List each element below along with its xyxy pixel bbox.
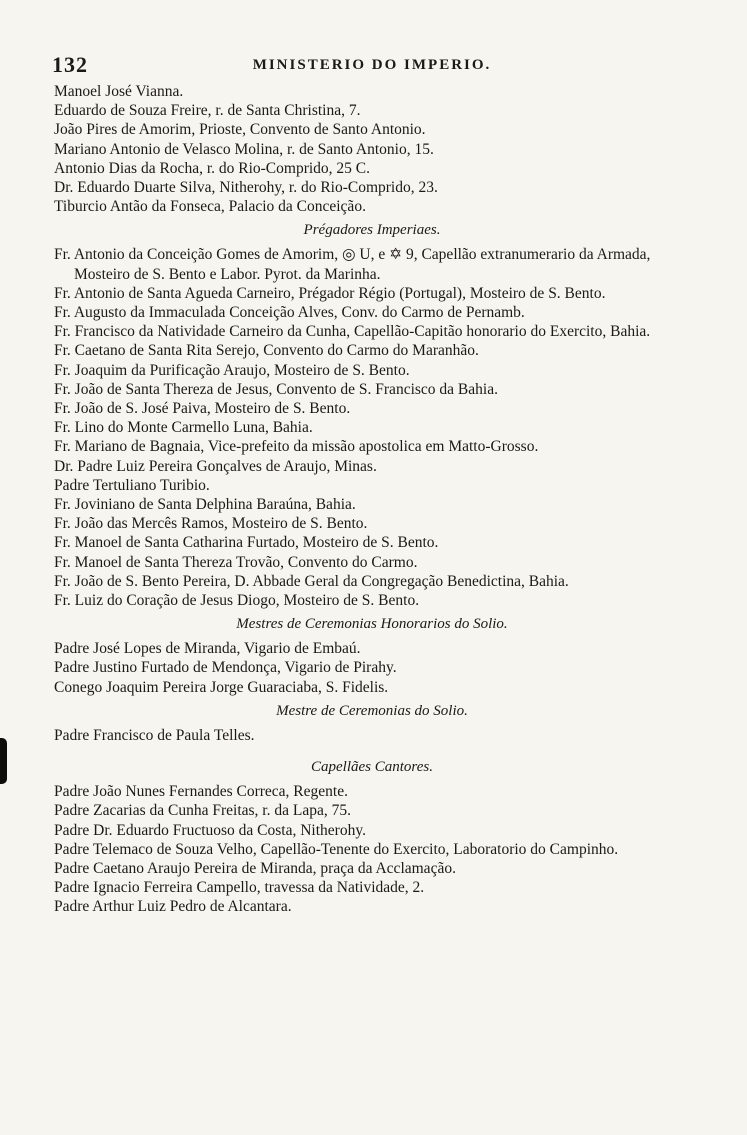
list-item: Dr. Padre Luiz Pereira Gonçalves de Araujo, Minas.: [54, 457, 377, 475]
list-item: Padre Tertuliano Turibio.: [54, 476, 210, 494]
list-item: Fr. Manoel de Santa Thereza Trovão, Convento do Carmo.: [54, 553, 418, 571]
list-item: Padre Caetano Araujo Pereira de Miranda, praça da Acclamação.: [54, 859, 456, 877]
list-item: Padre Telemaco de Souza Velho, Capellão-Tenente do Exercito, Laboratorio do Campinho.: [54, 840, 619, 858]
list-item: Fr. Lino do Monte Carmello Luna, Bahia.: [54, 419, 313, 437]
pregadores-list: [54, 245, 690, 610]
spacer: [54, 745, 690, 753]
list-item: Fr. João de Santa Thereza de Jesus, Convento de S. Francisco da Bahia.: [54, 380, 498, 398]
top-list: [54, 82, 690, 216]
list-item: Mariano Antonio de Velasco Molina, r. de Santo Antonio, 15.: [54, 140, 434, 158]
list-item: Dr. Eduardo Duarte Silva, Nitherohy, r. do Rio-Comprido, 23.: [54, 179, 438, 197]
list-item: Padre José Lopes de Miranda, Vigario de Embaú.: [54, 640, 361, 658]
list-item: Padre Ignacio Ferreira Campello, travessa da Natividade, 2.: [54, 879, 425, 897]
list-item: Padre João Nunes Fernandes Correca, Regente.: [54, 783, 348, 801]
list-item: Fr. Antonio da Conceição Gomes de Amorim, ◎ U, e ✡ 9, Capellão extranumerario da Armada, Mosteiro de S. Bento e Labor. Pyrot. da Marinha.: [54, 246, 651, 283]
list-item: Fr. Joaquim da Purificação Araujo, Mosteiro de S. Bento.: [54, 361, 410, 379]
list-item: João Pires de Amorim, Prioste, Convento de Santo Antonio.: [54, 121, 426, 139]
list-item: Padre Arthur Luiz Pedro de Alcantara.: [54, 898, 292, 916]
list-item: Fr. Mariano de Bagnaia, Vice-prefeito da missão apostolica em Matto-Grosso.: [54, 438, 539, 456]
page-header: [52, 52, 692, 78]
page-body: [54, 82, 690, 917]
list-item: Eduardo de Souza Freire, r. de Santa Christina, 7.: [54, 102, 361, 120]
section-heading-mestres-honorarios: Mestres de Ceremonias Honorarios do Solio.: [236, 616, 508, 633]
list-item: Fr. Augusto da Immaculada Conceição Alves, Conv. do Carmo de Pernamb.: [54, 304, 525, 322]
running-title: MINISTERIO DO IMPERIO.: [252, 57, 492, 73]
list-item: Padre Justino Furtado de Mendonça, Vigario de Pirahy.: [54, 659, 397, 677]
page-number: 132: [52, 52, 88, 77]
list-item: Fr. Manoel de Santa Catharina Furtado, Mosteiro de S. Bento.: [54, 534, 439, 552]
section-heading-mestre: Mestre de Ceremonias do Solio.: [276, 702, 468, 719]
list-item: Padre Zacarias da Cunha Freitas, r. da Lapa, 75.: [54, 802, 351, 820]
list-item: Fr. Antonio de Santa Agueda Carneiro, Prégador Régio (Portugal), Mosteiro de S. Bento.: [54, 284, 606, 302]
list-item: Fr. Caetano de Santa Rita Serejo, Convento do Carmo do Maranhão.: [54, 342, 479, 360]
list-item: Fr. João de S. José Paiva, Mosteiro de S. Bento.: [54, 400, 351, 418]
mestre-list: [54, 726, 690, 745]
list-item: Manoel José Vianna.: [54, 83, 184, 100]
capellaes-list: [54, 782, 690, 916]
list-item: Padre Francisco de Paula Telles.: [54, 726, 255, 744]
list-item: Tiburcio Antão da Fonseca, Palacio da Conceição.: [54, 198, 366, 216]
list-item: Fr. Luiz do Coração de Jesus Diogo, Mosteiro de S. Bento.: [54, 592, 420, 610]
list-item: Fr. João das Mercês Ramos, Mosteiro de S. Bento.: [54, 515, 368, 533]
mestres-honorarios-list: [54, 639, 690, 697]
list-item: Fr. Joviniano de Santa Delphina Baraúna, Bahia.: [54, 496, 356, 514]
list-item: Fr. João de S. Bento Pereira, D. Abbade Geral da Congregação Benedictina, Bahia.: [54, 572, 569, 590]
list-item: Conego Joaquim Pereira Jorge Guaraciaba, S. Fidelis.: [54, 678, 389, 696]
binding-margin-mark: [0, 738, 7, 784]
list-item: Padre Dr. Eduardo Fructuoso da Costa, Nitherohy.: [54, 821, 366, 839]
list-item: Antonio Dias da Rocha, r. do Rio-Comprido, 25 C.: [54, 159, 371, 177]
section-heading-pregadores: Prégadores Imperiaes.: [303, 222, 441, 239]
section-heading-capellaes: Capellães Cantores.: [311, 759, 433, 776]
list-item: Fr. Francisco da Natividade Carneiro da Cunha, Capellão-Capitão honorario do Exercito, Bahia.: [54, 323, 651, 341]
